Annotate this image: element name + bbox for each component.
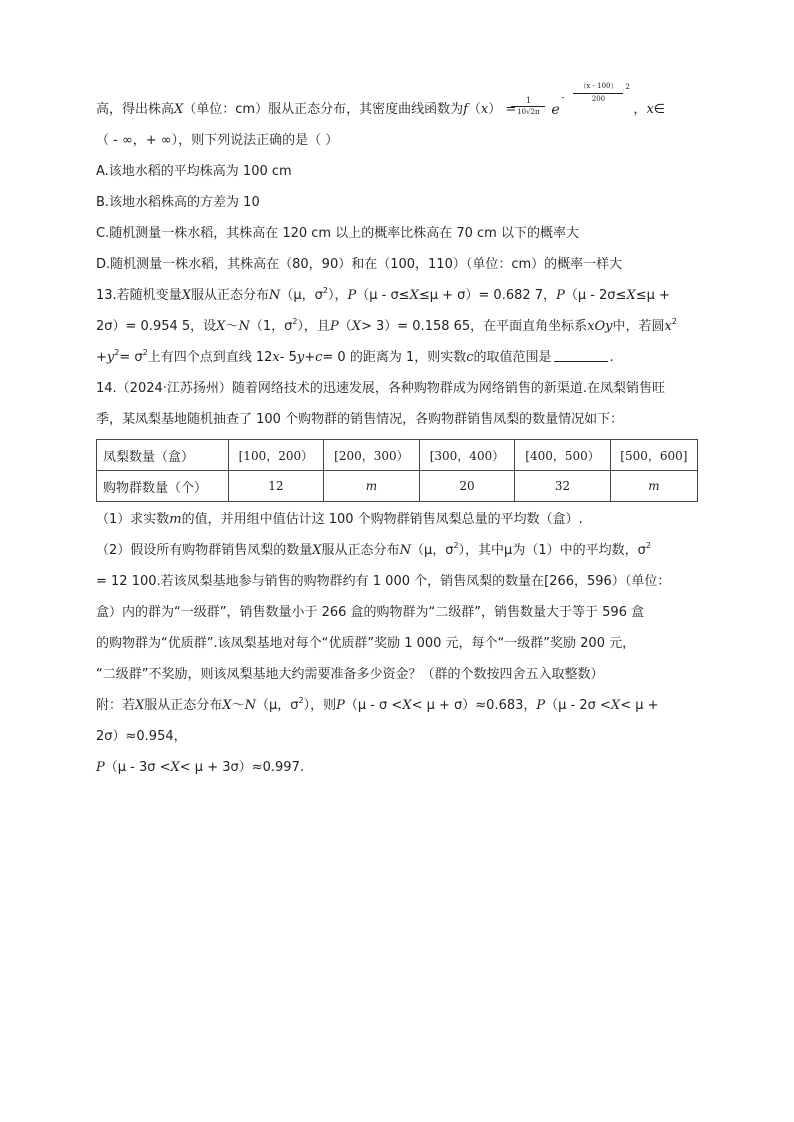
q14-line-2: 季，某凤梨基地随机抽查了 100 个购物群的销售情况，各购物群销售凤梨的数量情况如下：: [96, 412, 624, 427]
equals-sign: =: [505, 102, 517, 117]
table-header-groups: 购物群数量（个）: [97, 471, 229, 502]
superscript: 2: [298, 696, 304, 705]
superscript: 2: [645, 541, 651, 550]
text: = 0 的距离为 1，则实数: [322, 350, 467, 365]
superscript: 2: [671, 317, 677, 326]
table-cell: [400，500）: [515, 440, 611, 471]
var-y: y: [296, 350, 305, 365]
text: （μ - 2σ <: [545, 698, 611, 713]
text: 服从正态分布: [190, 288, 269, 303]
text: 附：若: [96, 698, 136, 713]
q13-line-1: [96, 286, 700, 306]
appendix-line-3: [96, 758, 700, 778]
var-X: X: [312, 543, 322, 558]
var-X: X: [610, 698, 621, 713]
text: （: [338, 319, 352, 334]
q12-line-2: （ - ∞，+ ∞），则下列说法正确的是（ ）: [96, 133, 339, 148]
table-cell: [200，300）: [324, 440, 420, 471]
var-P: P: [96, 760, 105, 775]
density-formula: [505, 82, 633, 120]
text: .: [609, 350, 614, 365]
table-row: [97, 471, 698, 502]
table-cell: m: [324, 471, 420, 502]
q12-option-c: C.随机测量一株水稻，其株高在 120 cm 以上的概率比株高在 70 cm 以下的概率大: [96, 226, 579, 241]
text: +: [304, 350, 316, 365]
var-xOy: xOy: [587, 319, 613, 334]
text: （1，σ: [249, 319, 293, 334]
text: > 3）= 0.158 65，在平面直角坐标系: [360, 319, 588, 334]
table-cell: [100，200）: [228, 440, 324, 471]
q14-part-2-line-1: [96, 541, 700, 561]
var-c: c: [315, 350, 323, 365]
table-cell: 32: [515, 471, 611, 502]
text: +: [96, 350, 107, 365]
var-X: X: [216, 319, 226, 334]
text: < μ + 3σ）≈0.997.: [179, 760, 304, 775]
text: ）: [488, 102, 502, 117]
q13-line-2: [96, 317, 700, 337]
text: （μ - σ <: [344, 698, 403, 713]
text: - 5: [279, 350, 297, 365]
var-P: P: [347, 288, 357, 303]
text: 上有四个点到直线 12: [147, 350, 273, 365]
var-X: X: [626, 288, 636, 303]
table-header-quantity: 凤梨数量（盒）: [97, 440, 229, 471]
var-X: X: [174, 102, 184, 117]
text: （μ，σ: [255, 698, 299, 713]
exponent-bar: [573, 93, 623, 94]
var-X: X: [409, 288, 419, 303]
text: （μ - 3σ <: [104, 760, 171, 775]
var-N: N: [244, 698, 256, 713]
var-X: X: [351, 319, 361, 334]
text: 的取值范围是: [473, 350, 552, 365]
var-m: m: [169, 512, 182, 527]
var-P: P: [536, 698, 546, 713]
q14-part-2-line-4: 的购物群为“优质群”.该凤梨基地对每个“优质群”奖励 1 000 元，每个“一级群”奖励 200 元，: [96, 636, 636, 651]
var-x: x: [480, 102, 489, 117]
superscript: 2: [142, 348, 148, 357]
var-N: N: [238, 319, 250, 334]
text: （μ - 2σ≤: [564, 288, 627, 303]
fraction-bar: [511, 106, 545, 107]
var-c: c: [466, 350, 474, 365]
exponent-denominator: 200: [591, 95, 606, 103]
answer-blank[interactable]: [554, 349, 608, 362]
superscript: 2: [453, 541, 459, 550]
table-cell: 20: [419, 471, 515, 502]
text: = σ: [119, 350, 143, 365]
var-x: x: [646, 102, 654, 117]
superscript: 2: [114, 348, 120, 357]
coefficient-fraction: [511, 96, 545, 117]
document-content: [96, 82, 700, 789]
text: 服从正态分布: [321, 543, 400, 558]
text: 高，得出株高: [96, 102, 175, 117]
fraction-denominator: 10√2π: [517, 108, 540, 116]
var-x: x: [664, 319, 672, 334]
var-P: P: [556, 288, 565, 303]
text: ），: [327, 288, 348, 303]
q14-part-2-line-5: “二级群”不奖励，则该凤梨基地大约需要准备多少资金？（群的个数按四舍五入取整数）: [96, 667, 604, 682]
var-N: N: [399, 543, 411, 558]
text: （μ，σ: [410, 543, 454, 558]
text: 的值，并用组中值估计这 100 个购物群销售凤梨总量的平均数（盒）.: [181, 512, 583, 527]
sales-table: [96, 439, 698, 502]
q14-part-2-line-2: = 12 100.若该凤梨基地参与销售的购物群约有 1 000 个，销售凤梨的数量在[266，596）（单位：: [96, 574, 671, 589]
q14-line-1: 14.（2024·江苏扬州）随着网络技术的迅速发展，各种购物群成为网络销售的新渠道.在凤梨销售旺: [96, 381, 666, 396]
text: ），且: [297, 319, 330, 334]
text: （单位：cm）服从正态分布，其密度曲线函数为: [183, 102, 464, 117]
text: ～: [225, 319, 239, 334]
var-P: P: [336, 698, 345, 713]
fraction-numerator: 1: [525, 96, 531, 105]
text: < μ +: [620, 698, 659, 713]
table-cell: [300，400）: [419, 440, 515, 471]
text: （μ - σ≤: [356, 288, 410, 303]
q12-line-1: [96, 82, 700, 120]
text: ～: [231, 698, 245, 713]
text: ∈: [653, 102, 666, 117]
superscript: 2: [292, 317, 298, 326]
table-row: [97, 440, 698, 471]
table-cell: m: [610, 471, 697, 502]
text: ），其中μ为（1）中的平均数，σ: [458, 543, 646, 558]
q13-line-3: [96, 348, 700, 368]
exponent-sign: -: [561, 93, 565, 103]
text: 服从正态分布: [144, 698, 223, 713]
appendix-line-2: 2σ）≈0.954，: [96, 729, 187, 744]
superscript: 2: [322, 286, 328, 295]
var-X: X: [170, 760, 180, 775]
q12-option-d: D.随机测量一株水稻，其株高在（80，90）和在（100，110）（单位：cm）的概率一样大: [96, 257, 623, 272]
table-cell: 12: [228, 471, 324, 502]
text: ，: [633, 102, 647, 117]
exponent-numerator: （x - 100）: [579, 82, 618, 90]
text: 2σ）= 0.954 5，设: [96, 319, 217, 334]
q12-option-a: A.该地水稻的平均株高为 100 cm: [96, 164, 292, 179]
var-P: P: [329, 319, 339, 334]
text: < μ + σ）≈0.683，: [411, 698, 537, 713]
var-y: y: [106, 350, 115, 365]
text: ≤μ +: [635, 288, 670, 303]
q14-part-2-line-3: 盒）内的群为“一级群”，销售数量小于 266 盒的购物群为“二级群”，销售数量大于等于 596 盒: [96, 605, 645, 620]
text: 13.若随机变量: [96, 288, 182, 303]
var-X: X: [181, 288, 191, 303]
text: （: [467, 102, 481, 117]
text: （μ，σ: [280, 288, 323, 303]
var-X: X: [135, 698, 145, 713]
text: ），则: [303, 698, 337, 713]
q14-part-1: [96, 510, 700, 530]
text: （1）求实数: [96, 512, 170, 527]
q12-option-b: B.该地水稻株高的方差为 10: [96, 195, 260, 210]
text: ≤μ + σ）= 0.682 7，: [418, 288, 557, 303]
text: （2）假设所有购物群销售凤梨的数量: [96, 543, 313, 558]
euler-e: e: [551, 102, 560, 118]
appendix-line-1: [96, 696, 700, 716]
text: 中，若圆: [612, 319, 665, 334]
var-f: f: [463, 102, 468, 117]
var-X: X: [222, 698, 232, 713]
var-x: x: [272, 350, 280, 365]
table-cell: [500，600]: [610, 440, 697, 471]
var-N: N: [268, 288, 281, 303]
var-X: X: [402, 698, 412, 713]
exponent-square: 2: [625, 83, 630, 91]
